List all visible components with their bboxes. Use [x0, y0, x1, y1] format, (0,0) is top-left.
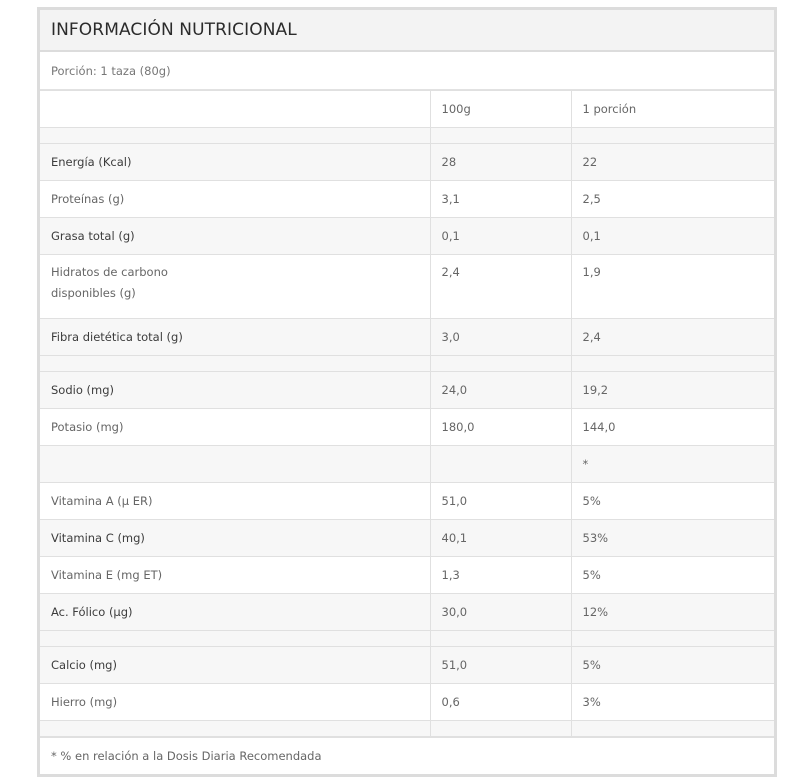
value-portion: 2,4 [571, 319, 774, 356]
footnote: * % en relación a la Dosis Diaria Recomendada [40, 737, 774, 774]
value-100g: 0,6 [430, 684, 571, 721]
nutrient-label: Potasio (mg) [40, 409, 430, 446]
table-row [40, 218, 774, 255]
table-row [40, 255, 774, 319]
nutrient-label [40, 446, 430, 483]
value-portion: 5% [571, 557, 774, 594]
table-row [40, 446, 774, 483]
nutrient-label: Hierro (mg) [40, 684, 430, 721]
table-row [40, 557, 774, 594]
value-100g: 1,3 [430, 557, 571, 594]
table-row [40, 594, 774, 631]
value-portion: 1,9 [571, 255, 774, 319]
value-100g: 40,1 [430, 520, 571, 557]
value-portion: 3% [571, 684, 774, 721]
table-spacer-row [40, 721, 774, 737]
table-cell [571, 128, 774, 144]
value-100g: 3,1 [430, 181, 571, 218]
table-cell [40, 128, 430, 144]
value-portion: 0,1 [571, 218, 774, 255]
table-spacer-row [40, 128, 774, 144]
table-row [40, 144, 774, 181]
value-100g: 180,0 [430, 409, 571, 446]
panel-title: INFORMACIÓN NUTRICIONAL [51, 20, 297, 40]
value-100g: 0,1 [430, 218, 571, 255]
nutrient-label: Fibra dietética total (g) [40, 319, 430, 356]
value-100g: 51,0 [430, 647, 571, 684]
value-100g: 2,4 [430, 255, 571, 319]
nutrition-table-body [40, 128, 774, 737]
value-portion: 5% [571, 483, 774, 520]
nutrient-label: Vitamina A (µ ER) [40, 483, 430, 520]
nutrient-label: Hidratos de carbono disponibles (g) [40, 255, 430, 319]
value-100g: 24,0 [430, 372, 571, 409]
table-cell [430, 721, 571, 737]
table-row [40, 483, 774, 520]
nutrient-label: Ac. Fólico (µg) [40, 594, 430, 631]
portion-label: Porción: 1 taza (80g) [40, 52, 774, 90]
column-header-nutrient [40, 91, 430, 128]
nutrient-label: Energía (Kcal) [40, 144, 430, 181]
nutrient-label: Sodio (mg) [40, 372, 430, 409]
table-row [40, 520, 774, 557]
table-row [40, 647, 774, 684]
nutrition-table [40, 90, 774, 737]
table-header-row [40, 91, 774, 128]
nutrient-label: Grasa total (g) [40, 218, 430, 255]
table-cell [430, 631, 571, 647]
value-100g [430, 446, 571, 483]
table-cell [571, 631, 774, 647]
value-portion: 53% [571, 520, 774, 557]
nutrient-label: Vitamina C (mg) [40, 520, 430, 557]
table-row [40, 409, 774, 446]
value-portion: 144,0 [571, 409, 774, 446]
nutrient-label: Proteínas (g) [40, 181, 430, 218]
nutrient-label: Calcio (mg) [40, 647, 430, 684]
table-cell [430, 356, 571, 372]
table-cell [40, 721, 430, 737]
table-cell [571, 721, 774, 737]
table-row [40, 372, 774, 409]
table-cell [571, 356, 774, 372]
panel-header [40, 10, 774, 52]
value-100g: 51,0 [430, 483, 571, 520]
value-100g: 28 [430, 144, 571, 181]
value-100g: 30,0 [430, 594, 571, 631]
table-spacer-row [40, 631, 774, 647]
nutrition-info-panel [37, 7, 777, 777]
table-row [40, 319, 774, 356]
value-100g: 3,0 [430, 319, 571, 356]
nutrient-label: Vitamina E (mg ET) [40, 557, 430, 594]
value-portion: 19,2 [571, 372, 774, 409]
table-cell [430, 128, 571, 144]
value-portion: * [571, 446, 774, 483]
table-spacer-row [40, 356, 774, 372]
value-portion: 12% [571, 594, 774, 631]
value-portion: 22 [571, 144, 774, 181]
table-cell [40, 356, 430, 372]
table-cell [40, 631, 430, 647]
column-header-portion: 1 porción [571, 91, 774, 128]
table-row [40, 684, 774, 721]
value-portion: 2,5 [571, 181, 774, 218]
table-row [40, 181, 774, 218]
value-portion: 5% [571, 647, 774, 684]
column-header-100g: 100g [430, 91, 571, 128]
